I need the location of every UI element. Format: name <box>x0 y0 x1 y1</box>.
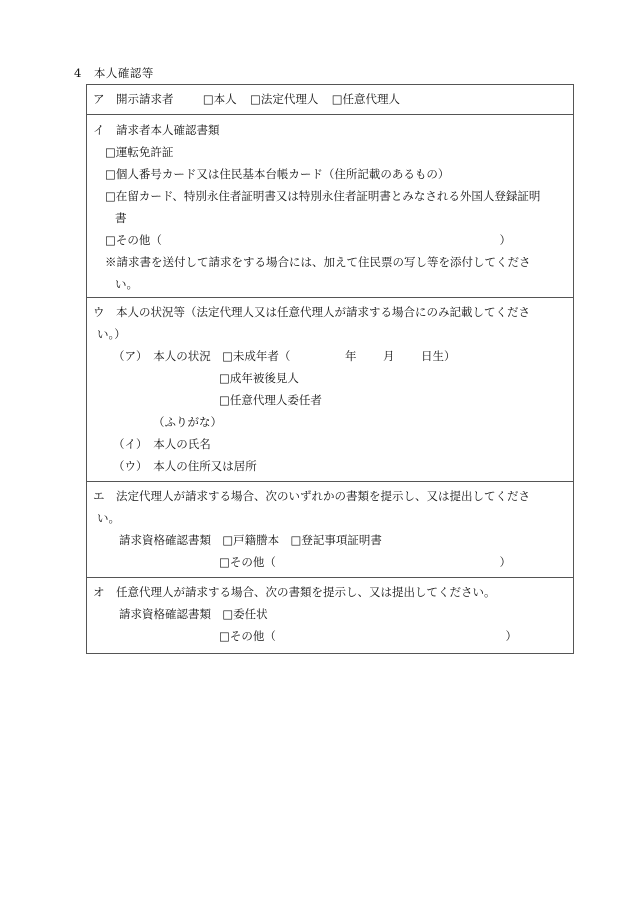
legal-agent-title: エ 法定代理人が請求する場合、次のいずれかの書類を提示し、又は提出してくださ <box>93 489 530 503</box>
checkbox-drivers-license[interactable]: □運転免許証 <box>105 145 174 159</box>
checkbox-legal-agent-other[interactable]: □その他（ <box>219 555 276 569</box>
birth-day-label: 日生） <box>421 349 456 363</box>
requester-label: ア 開示請求者 <box>93 92 174 106</box>
other-document-close: ） <box>499 233 511 247</box>
checkbox-adult-ward[interactable]: □成年被後見人 <box>219 371 299 385</box>
voluntary-agent-doc-label: 請求資格確認書類 <box>119 607 211 621</box>
principal-status-title-continuation: い。） <box>97 327 126 341</box>
furigana-label: （ふりがな） <box>153 415 222 429</box>
legal-agent-doc-label: 請求資格確認書類 <box>119 533 211 547</box>
checkbox-minor[interactable]: □未成年者（ <box>222 349 291 363</box>
mail-note-continuation: い。 <box>115 277 138 291</box>
mail-note: ※請求書を送付して請求をする場合には、加えて住民票の写し等を添付してくださ <box>105 255 531 269</box>
id-documents-section <box>87 114 573 297</box>
checkbox-other-document[interactable]: □その他（ <box>105 233 162 247</box>
section-heading: 4 本人確認等 <box>74 66 154 80</box>
checkbox-my-number-card[interactable]: □個人番号カード又は住民基本台帳カード（住所記載のあるもの） <box>105 167 450 181</box>
principal-name-label: （イ） 本人の氏名 <box>113 437 211 451</box>
checkbox-registry-certificate[interactable]: □登記事項証明書 <box>290 533 382 547</box>
checkbox-voluntary-agent-other[interactable]: □その他（ <box>219 629 276 643</box>
principal-address-label: （ウ） 本人の住所又は居所 <box>113 459 257 473</box>
legal-agent-title-continuation: い。 <box>97 511 120 525</box>
voluntary-agent-title: オ 任意代理人が請求する場合、次の書類を提示し、又は提出してください。 <box>93 585 496 599</box>
birth-year-label: 年 <box>345 349 357 363</box>
checkbox-family-register[interactable]: □戸籍謄本 <box>222 533 280 547</box>
other-document-row <box>93 229 567 251</box>
checkbox-self[interactable]: □本人 <box>202 92 237 106</box>
checkbox-delegator[interactable]: □任意代理人委任者 <box>219 393 322 407</box>
principal-status-title: ウ 本人の状況等（法定代理人又は任意代理人が請求する場合にのみ記載してくださ <box>93 305 530 319</box>
legal-agent-other-close: ） <box>499 555 511 569</box>
residence-card-continuation: 書 <box>115 211 127 225</box>
status-label: （ア） 本人の状況 <box>113 349 211 363</box>
voluntary-agent-other-row <box>93 625 567 647</box>
voluntary-agent-other-close: ） <box>505 629 517 643</box>
voluntary-agent-section <box>87 577 573 653</box>
checkbox-voluntary-agent[interactable]: □任意代理人 <box>331 92 401 106</box>
principal-status-section <box>87 297 573 481</box>
checkbox-power-of-attorney[interactable]: □委任状 <box>222 607 268 621</box>
checkbox-residence-card[interactable]: □在留カード、特別永住者証明書又は特別永住者証明書とみなされる外国人登録証明 <box>105 189 541 203</box>
id-documents-title: イ 請求者本人確認書類 <box>93 123 220 137</box>
legal-agent-section <box>87 481 573 577</box>
birth-month-label: 月 <box>383 349 395 363</box>
identity-verification-table <box>86 84 574 654</box>
legal-agent-other-row <box>93 551 567 573</box>
requester-row <box>87 85 573 114</box>
checkbox-legal-agent[interactable]: □法定代理人 <box>250 92 319 106</box>
